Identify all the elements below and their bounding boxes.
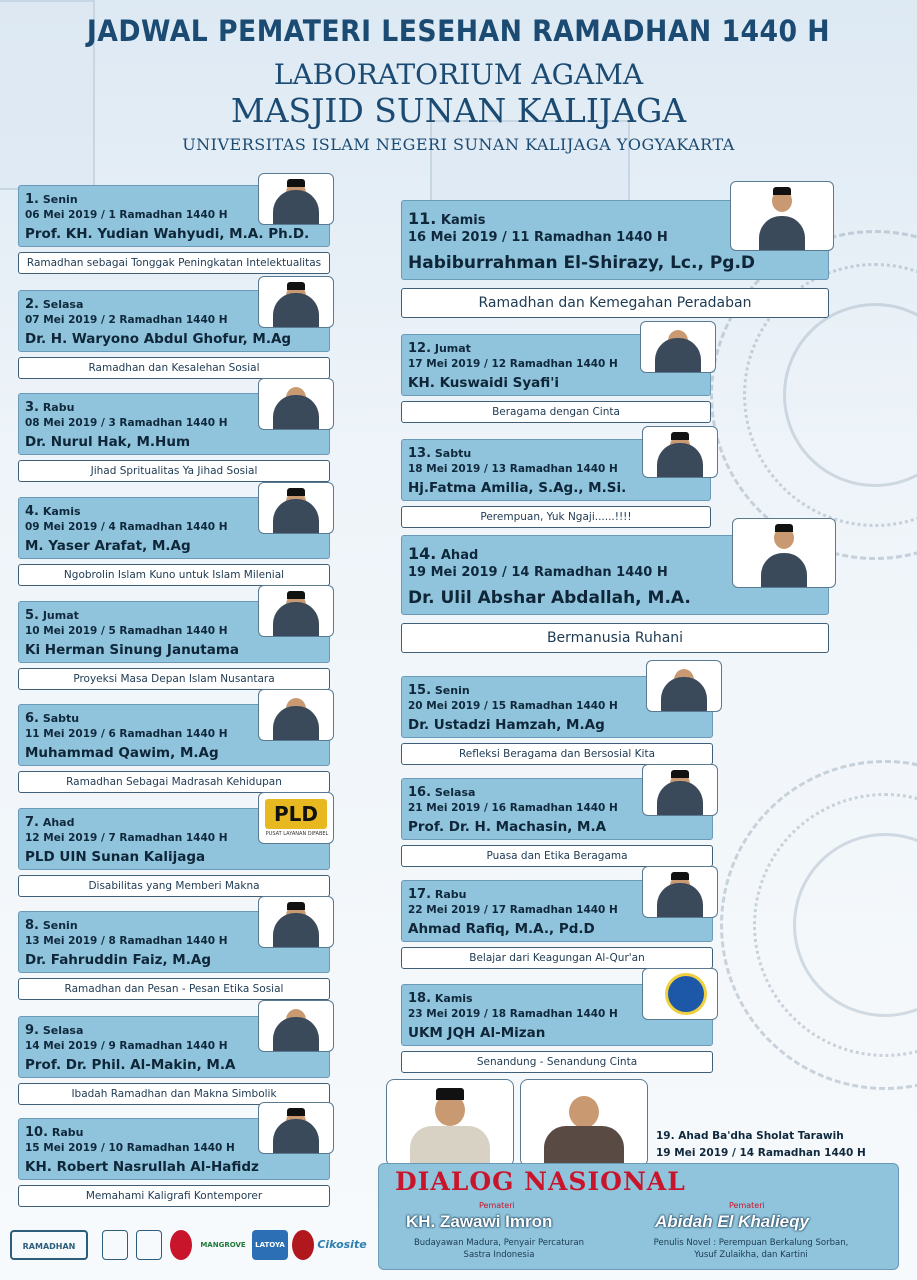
session-topic: Ramadhan dan Kesalehan Sosial [18,357,330,379]
session-date: 19 Mei 2019 / 14 Ramadhan 1440 H [408,565,668,580]
session-date: 12 Mei 2019 / 7 Ramadhan 1440 H [25,832,228,844]
session-number: 14. [408,544,437,563]
session-day [25,1023,83,1038]
sponsor-logo-cikosite: Cikosite [317,1238,367,1251]
session-date: 18 Mei 2019 / 13 Ramadhan 1440 H [408,463,618,475]
session-number: 9. [25,1023,39,1038]
session-day [25,815,74,830]
speaker-name: Dr. Fahruddin Faiz, M.Ag [25,952,211,968]
session-day [25,297,83,312]
speaker-body [759,216,805,251]
speaker-cap [775,524,793,532]
speaker-cap [287,488,305,496]
speaker-photo [258,1000,334,1052]
session-number: 18. [408,991,432,1006]
speaker-cap [287,179,305,187]
speaker-name: Ahmad Rafiq, M.A., Pd.D [408,921,595,937]
session-day-label: Selasa [42,1024,84,1037]
session-number: 3. [25,400,39,415]
speaker-name-2: Abidah El Khalieqy [655,1212,809,1231]
subtitle-university: UNIVERSITAS ISLAM NEGERI SUNAN KALIJAGA YOGYAKARTA [182,135,735,154]
session-number: 7. [25,815,39,830]
session-day [408,991,473,1006]
speaker-desc-1b: Sastra Indonesia [463,1250,535,1260]
speaker-name: Dr. Ustadzi Hamzah, M.Ag [408,717,605,733]
session-number: 1. [25,192,39,207]
session-day-label: Senin [42,193,78,206]
session-number: 5. [25,608,39,623]
session-day [408,683,470,698]
building-center-decoration [430,120,630,210]
speaker-body [657,781,703,816]
session-number: 11. [408,209,437,228]
speaker-photo-abidah [520,1079,648,1167]
session-day-label: Selasa [434,786,476,799]
session-date: 13 Mei 2019 / 8 Ramadhan 1440 H [25,935,228,947]
speaker-body [661,677,707,712]
session-date: 15 Mei 2019 / 10 Ramadhan 1440 H [25,1142,235,1154]
ukm-jqh-logo [665,973,707,1015]
session-day [408,887,466,902]
speaker-photo [730,181,834,251]
session-topic: Proyeksi Masa Depan Islam Nusantara [18,668,330,690]
speaker-name: Dr. H. Waryono Abdul Ghofur, M.Ag [25,331,292,347]
session-day-label: Kamis [42,505,81,518]
sponsor-logo-latoya: LATOYA [252,1230,288,1260]
session-date: 10 Mei 2019 / 5 Ramadhan 1440 H [25,625,228,637]
session-number: 2. [25,297,39,312]
speaker-cap [671,770,689,778]
speaker-name: KH. Kuswaidi Syafi'i [408,375,560,391]
sponsor-logo-ramadhan: RAMADHAN [10,1230,88,1260]
session-topic: Ngobrolin Islam Kuno untuk Islam Milenial [18,564,330,586]
session-day [408,341,471,356]
subtitle-mosque: MASJID SUNAN KALIJAGA [230,91,687,130]
session-day-label: Rabu [51,1126,84,1139]
speaker-name: Dr. Ulil Abshar Abdallah, M.A. [408,588,691,608]
speaker-name: UKM JQH Al-Mizan [408,1025,546,1041]
speaker-photo [642,426,718,478]
session-date: 23 Mei 2019 / 18 Ramadhan 1440 H [408,1008,618,1020]
session-topic: Refleksi Beragama dan Bersosial Kita [401,743,713,765]
lab-logo [136,1230,162,1260]
speaker-body [273,395,319,430]
speaker-name: Prof. Dr. Phil. Al-Makin, M.A [25,1057,236,1073]
session-date: 09 Mei 2019 / 4 Ramadhan 1440 H [25,521,228,533]
red-oval-logo [292,1230,314,1260]
session-day-label: Jumat [434,342,471,355]
session-number: 13. [408,446,432,461]
session-topic: Memahami Kaligrafi Kontemporer [18,1185,330,1207]
speaker-photo [258,896,334,948]
session-19-heading: 19. Ahad Ba'dha Sholat Tarawih [656,1130,844,1142]
session-topic: Jihad Spritualitas Ya Jihad Sosial [18,460,330,482]
session-day-label: Ahad [440,548,479,563]
dialog-nasional-panel [378,1163,899,1270]
session-topic: Ramadhan dan Kemegahan Peradaban [401,288,829,318]
speaker-photo [258,689,334,741]
session-date: 07 Mei 2019 / 2 Ramadhan 1440 H [25,314,228,326]
session-day [408,544,478,563]
session-day-label: Rabu [434,888,467,901]
speaker-name: Muhammad Qawim, M.Ag [25,745,219,761]
speaker-cap [287,282,305,290]
session-day [25,400,74,415]
speaker-cap [773,187,791,195]
speaker-desc-1a: Budayawan Madura, Penyair Percaturan [413,1238,585,1248]
session-date: 06 Mei 2019 / 1 Ramadhan 1440 H [25,209,228,221]
session-date: 22 Mei 2019 / 17 Ramadhan 1440 H [408,904,618,916]
session-number: 16. [408,785,432,800]
session-topic: Disabilitas yang Memberi Makna [18,875,330,897]
speaker-name: KH. Robert Nasrullah Al-Hafidz [25,1159,259,1175]
speaker-photo [258,482,334,534]
speaker-body [657,443,703,478]
speaker-body [655,338,701,373]
speaker-body [273,706,319,741]
session-topic: Ibadah Ramadhan dan Makna Simbolik [18,1083,330,1105]
session-day-label: Jumat [42,609,79,622]
session-number: 6. [25,711,39,726]
speaker-name: Prof. KH. Yudian Wahyudi, M.A. Ph.D. [25,226,310,242]
speaker-name-1: KH. Zawawi Imron [406,1212,553,1231]
session-topic: Ramadhan dan Pesan - Pesan Etika Sosial [18,978,330,1000]
page-title: JADWAL PEMATERI LESEHAN RAMADHAN 1440 H [86,14,831,48]
speaker-photo [258,276,334,328]
speaker-photo-zawawi [386,1079,514,1167]
session-topic: Bermanusia Ruhani [401,623,829,653]
speaker-body [273,293,319,328]
speaker-photo [642,866,718,918]
speaker-role-2: Pemateri [729,1201,765,1210]
speaker-role-1: Pemateri [479,1201,515,1210]
session-number: 17. [408,887,432,902]
speaker-name: PLD UIN Sunan Kalijaga [25,849,206,865]
speaker-name: Habiburrahman El-Shirazy, Lc., Pg.D [408,253,756,273]
speaker-name: M. Yaser Arafat, M.Ag [25,538,191,554]
pld-logo-text: PLD [265,799,327,829]
session-day [25,192,78,207]
speaker-name: Prof. Dr. H. Machasin, M.A [408,819,607,835]
speaker-name: Ki Herman Sinung Janutama [25,642,240,658]
speaker-photo [646,660,722,712]
speaker-body [273,1119,319,1154]
session-date: 16 Mei 2019 / 11 Ramadhan 1440 H [408,230,668,245]
session-date: 11 Mei 2019 / 6 Ramadhan 1440 H [25,728,228,740]
speaker-name: Hj.Fatma Amilia, S.Ag., M.Si. [408,480,627,496]
sponsor-logo-mangrove: MANGROVE [200,1241,246,1249]
session-date: 08 Mei 2019 / 3 Ramadhan 1440 H [25,417,228,429]
session-19-date: 19 Mei 2019 / 14 Ramadhan 1440 H [656,1147,866,1159]
speaker-cap [671,872,689,880]
session-topic: Beragama dengan Cinta [401,401,711,423]
session-topic: Perempuan, Yuk Ngaji......!!!! [401,506,711,528]
speaker-photo [642,968,718,1020]
speaker-photo [258,378,334,430]
session-day-label: Senin [434,684,470,697]
session-date: 21 Mei 2019 / 16 Ramadhan 1440 H [408,802,618,814]
speaker-cap [287,902,305,910]
session-day-label: Senin [42,919,78,932]
dialog-title: DIALOG NASIONAL [395,1167,686,1196]
uin-logo [102,1230,128,1260]
session-number: 12. [408,341,432,356]
speaker-photo [258,1102,334,1154]
session-day-label: Sabtu [42,712,80,725]
session-day [25,504,81,519]
session-number: 10. [25,1125,49,1140]
speaker-photo [640,321,716,373]
speaker-name: Dr. Nurul Hak, M.Hum [25,434,191,450]
speaker-cap [671,432,689,440]
session-topic: Puasa dan Etika Beragama [401,845,713,867]
session-day-label: Kamis [434,992,473,1005]
subtitle-lab: LABORATORIUM AGAMA [273,58,644,91]
session-number: 15. [408,683,432,698]
speaker-photo [642,764,718,816]
pld-logo [258,792,334,844]
session-date: 17 Mei 2019 / 12 Ramadhan 1440 H [408,358,618,370]
speaker-cap [287,591,305,599]
speaker-body [273,1017,319,1052]
session-day [25,918,78,933]
session-number: 4. [25,504,39,519]
session-day [408,446,471,461]
session-topic: Ramadhan sebagai Tonggak Peningkatan Intelektualitas [18,252,330,274]
speaker-body [657,883,703,918]
speaker-desc-2b: Yusuf Zulaikha, dan Kartini [694,1250,808,1260]
session-day [408,209,485,228]
session-day-label: Sabtu [434,447,472,460]
session-day-label: Kamis [440,213,486,228]
session-date: 20 Mei 2019 / 15 Ramadhan 1440 H [408,700,618,712]
session-topic: Ramadhan Sebagai Madrasah Kehidupan [18,771,330,793]
speaker-body [761,553,807,588]
session-day [25,711,79,726]
speaker-photo [258,585,334,637]
session-day [25,608,79,623]
session-topic: Belajar dari Keagungan Al-Qur'an [401,947,713,969]
session-day [408,785,475,800]
speaker-body [273,602,319,637]
sponsor-logos [10,1222,370,1268]
session-day-label: Rabu [42,401,75,414]
session-day-label: Selasa [42,298,84,311]
session-day [25,1125,83,1140]
session-number: 8. [25,918,39,933]
speaker-desc-2a: Penulis Novel : Perempuan Berkalung Sorban, [653,1238,849,1248]
speaker-cap [287,1108,305,1116]
pld-logo-sub: PUSAT LAYANAN DIFABEL [265,831,329,837]
red-circle-logo [170,1230,192,1260]
speaker-photo [258,173,334,225]
session-topic: Senandung - Senandung Cinta [401,1051,713,1073]
session-day-label: Ahad [42,816,75,829]
session-date: 14 Mei 2019 / 9 Ramadhan 1440 H [25,1040,228,1052]
speaker-body [273,190,319,225]
speaker-photo [732,518,836,588]
speaker-body [273,499,319,534]
speaker-body [273,913,319,948]
